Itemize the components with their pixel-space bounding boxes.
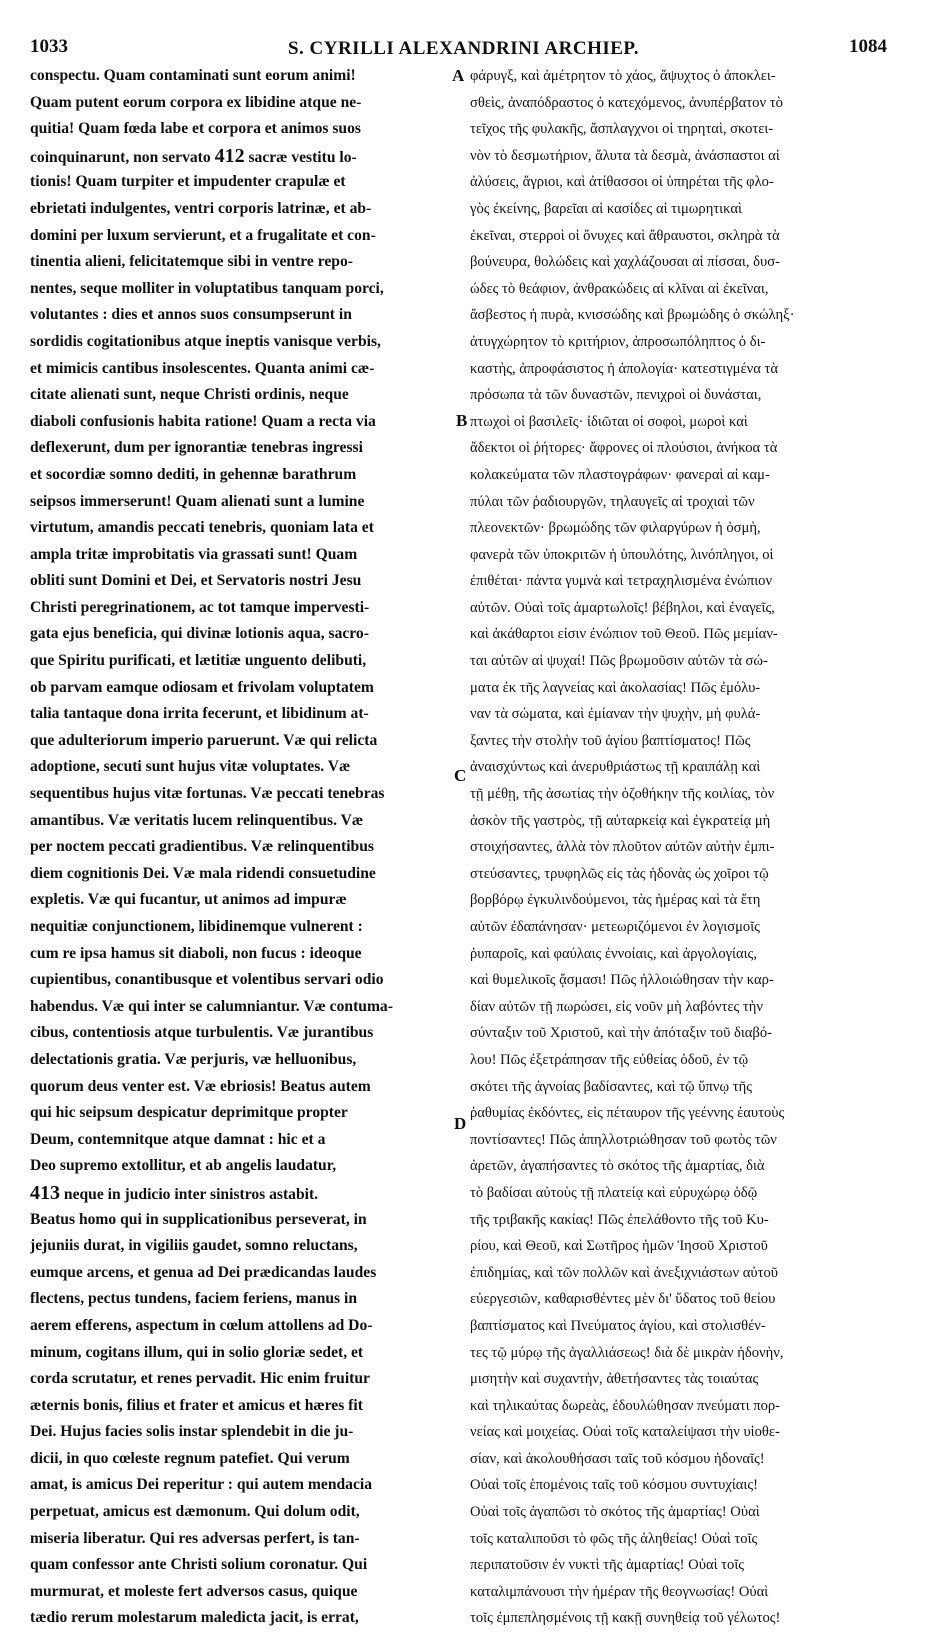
latin-text-line: jejuniis durat, in vigiliis gaudet, somno reluctans, — [30, 1237, 358, 1255]
greek-text-line: καστὴς, ἀπροφάσιστος ἡ ἀπολογία· κατεστιγμένα τὰ — [470, 360, 779, 377]
margin-letter-d: D — [454, 1114, 467, 1133]
greek-text-line: ἄδεκτοι οἱ ῥήτορες· ἄφρονες οἱ πλούσιοι, ἀνήκοα τὰ — [470, 440, 778, 457]
latin-text-line: Quam putent eorum corpora ex libidine atque ne- — [30, 93, 362, 111]
latin-text-line: perpetuat, amicus est dæmonum. Qui dolum odit, — [30, 1503, 360, 1521]
greek-text-line: καὶ τηλικαύτας δωρεὰς, ἐδουλώθησαν πνεύματι πορ- — [470, 1397, 781, 1414]
latin-text-line: cum re ipsa hamus sit diaboli, non fucus : ideoque — [30, 944, 362, 962]
greek-text-line: Οὐαὶ τοῖς ἑπομένοις ταῖς τοῦ κόσμου συντυχίαις! — [470, 1477, 758, 1494]
latin-text-line: nequitiæ conjunctionem, libidinemque vulnerent : — [30, 918, 363, 935]
greek-text-line: Οὐαὶ τοῖς ἀγαπῶσι τὸ σκότος τῆς ἁμαρτίας! Οὐαὶ — [470, 1504, 760, 1521]
latin-text-line: tinentia alieni, felicitatemque sibi in ventre repo- — [30, 253, 353, 271]
latin-text-line: ampla tritæ improbitatis via grassati sunt! Quam — [30, 545, 358, 563]
greek-text-line: ρίου, καὶ Θεοῦ, καὶ Σωτῆρος ἡμῶν Ἰησοῦ Χριστοῦ — [470, 1238, 768, 1255]
greek-text-line: ἀσκὸν τῆς γαστρὸς, τῇ αὐταρκείᾳ καὶ ἐγκρατείᾳ μὴ — [470, 812, 771, 829]
latin-column — [30, 63, 450, 1632]
latin-text-line: expletis. Væ qui fucantur, ut animos ad impuræ — [30, 891, 347, 909]
latin-text-line: seipsos immerserunt! Quam alienati sunt a lumine — [30, 492, 365, 510]
margin-letter-a: A — [452, 66, 465, 85]
greek-text-line: ἀλύσεις, ἄγριοι, καὶ ἀτίθασσοι οἱ ὑπηρέται τῆς φλο- — [470, 174, 774, 191]
greek-text-line: ῥαθυμίας ἐκδόντες, εἰς πέταυρον τῆς γεέννης ἑαυτοὺς — [470, 1105, 785, 1122]
section-number: 412 — [214, 144, 245, 167]
latin-text-line: aerem efferens, aspectum in cœlum attollens ad Do- — [30, 1316, 373, 1334]
latin-text-line: adoptione, secuti sunt hujus vitæ voluptates. Væ — [30, 758, 351, 776]
latin-text-line: miseria liberatur. Qui res adversas perfert, is tan- — [30, 1529, 360, 1547]
greek-text-line: ἀρετῶν, ἀγαπήσαντες τὸ σκότος τῆς ἁμαρτίας, διὰ — [470, 1158, 765, 1175]
greek-text-line: καὶ ἀκάθαρτοι εἰσιν ἐνώπιον τοῦ Θεοῦ. Πῶς μεμίαν- — [470, 626, 778, 643]
latin-text-line: Dei. Hujus facies solis instar splendebit in die ju- — [30, 1423, 354, 1441]
latin-text-line: eumque arcens, et genua ad Dei prædicandas laudes — [30, 1263, 377, 1281]
latin-text-line: flectens, pectus tundens, faciem feriens, manus in — [30, 1290, 358, 1308]
latin-text-line: tædio rerum molestarum maledicta jacit, is errat, — [30, 1609, 359, 1627]
greek-text-line: βαπτίσματος καὶ Πνεύματος ἁγίου, καὶ στολισθέν- — [470, 1317, 766, 1334]
latin-text-line: dicii, in quo cœleste regnum patefiet. Qui verum — [30, 1449, 350, 1467]
latin-text-line: corda scrutatur, et renes pervadit. Hic enim fruitur — [30, 1370, 370, 1388]
latin-text-line: minum, cogitans illum, qui in solio gloriæ sedet, et — [30, 1343, 364, 1361]
latin-text-line: coinquinarunt, non servato 412 sacræ vestitu lo- — [30, 144, 357, 167]
latin-text-line: ob parvam eamque odiosam et frivolam voluptatem — [30, 678, 374, 696]
greek-text-line: ἐπιδημίας, καὶ τῶν πολλῶν καὶ ἀνεξιχνιάστων αὐτοῦ — [470, 1264, 778, 1281]
greek-text-line: νείας καὶ μοιχείας. Οὐαὶ τοῖς καταλείψασι τὴν υἱοθε- — [470, 1424, 780, 1441]
greek-text-line: νὸν τὸ δεσμωτήριον, ἄλυτα τὰ δεσμὰ, ἀνάσπαστοι αἱ — [470, 147, 780, 164]
greek-text-line: ἀτυγχώρητον τὸ κριτήριον, ἀπροσωπόληπτος ὁ δι- — [470, 333, 766, 350]
latin-text-line: habendus. Væ qui inter se calumniantur. Væ contuma- — [30, 997, 393, 1015]
latin-text-line: volutantes : dies et annos suos consumpserunt in — [30, 306, 352, 324]
greek-text-line: σθεὶς, ἀναπόδραστος ὁ κατεχόμενος, ἀνυπέρβατον τὸ — [470, 94, 783, 111]
greek-text-line: λου! Πῶς ἐξετράπησαν τῆς εὐθείας ὁδοῦ, ἐν τῷ — [470, 1051, 749, 1068]
greek-text-line: σίαν, καὶ ἀκολουθήσασι ταῖς τοῦ κόσμου ἡδοναῖς! — [470, 1450, 765, 1467]
greek-text-line: καταλιμπάνουσι τὴν ἡμέραν τῆς θεογνωσίας! Οὐαὶ — [470, 1583, 769, 1600]
latin-text-line: nentes, seque molliter in voluptatibus tanquam porci, — [30, 279, 384, 297]
left-page-number: 1033 — [30, 36, 68, 57]
latin-text-line: ebrietati indulgentes, ventri corporis latrinæ, et ab- — [30, 199, 372, 217]
margin-letter-c: C — [454, 766, 467, 785]
greek-text-line: πύλαι τῶν ῥαδιουργῶν, τηλαυγεῖς αἱ τροχιαὶ τῶν — [470, 493, 755, 510]
greek-text-line: τες τῷ μύρῳ τῆς ἀγαλλιάσεως! διὰ δὲ μικρὰν ἡδονὴν, — [470, 1344, 784, 1361]
latin-text-line: quam confessor ante Christi solium coronatur. Qui — [30, 1556, 368, 1574]
greek-text-line: τοῖς καταλιποῦσι τὸ φῶς τῆς ἀληθείας! Οὐαὶ τοῖς — [470, 1530, 758, 1547]
latin-text-line: æternis bonis, filius et frater et amicus et hæres fit — [30, 1396, 363, 1414]
latin-text-line: domini per luxum servierunt, et a frugalitate et con- — [30, 226, 376, 244]
latin-text-line: conspectu. Quam contaminati sunt eorum animi! — [30, 67, 356, 84]
right-page-number: 1084 — [849, 36, 887, 57]
greek-text-line: αὐτῶν ἐδαπάνησαν· μετεωριζόμενοι ἐν λογισμοῖς — [470, 919, 760, 935]
greek-text-line: καὶ θυμελικοῖς ᾄσμασι! Πῶς ἠλλοιώθησαν τὴν καρ- — [470, 972, 774, 989]
greek-text-line: βούνευρα, θολώδεις καὶ χαχλάζουσαι αἱ πίσσαι, δυσ- — [470, 254, 780, 271]
latin-text-line: sequentibus hujus vitæ fortunas. Væ peccati tenebras — [30, 785, 385, 803]
greek-text-line: γὸς ἐκείνης, βαρεῖαι αἱ κασίδες αἱ τιμωρητικαὶ — [470, 200, 742, 217]
latin-text-line: Deum, contemnitque atque damnat : hic et a — [30, 1130, 326, 1148]
margin-letter-b: B — [456, 411, 468, 430]
latin-text-line: quitia! Quam fœda labe et corpora et animos suos — [30, 120, 361, 138]
latin-text-line: virtutum, amandis peccati tenebris, quoniam lata et — [30, 519, 374, 537]
greek-text-line: σύνταξιν τοῦ Χριστοῦ, καὶ τὴν ἀπόταξιν τοῦ διαβό- — [470, 1025, 772, 1042]
latin-text-line: citate alienati sunt, neque Christi ordinis, neque — [30, 386, 349, 404]
greek-text-line: ται αὐτῶν αἱ ψυχαί! Πῶς βρωμοῦσιν αὐτῶν τὰ σώ- — [470, 653, 768, 670]
latin-text-line: tionis! Quam turpiter et impudenter crapulæ et — [30, 173, 346, 191]
greek-text-line: ἄσβεστος ἡ πυρὰ, κνισσώδης καὶ βρωμώδης ὁ σκώληξ· — [470, 307, 795, 324]
greek-text-line: πτωχοὶ οἱ βασιλεῖς· ἰδιῶται οἱ σοφοὶ, μωροὶ καὶ — [470, 413, 748, 430]
greek-text-line: ναν τὰ σώματα, καὶ ἐμίαναν τὴν ψυχὴν, μὴ φυλά- — [470, 706, 761, 723]
greek-text-line: εὐεργεσιῶν, καθαρισθέντες μὲν δι' ὕδατος τοῦ θείου — [470, 1291, 776, 1308]
greek-text-line: ποντίσαντες! Πῶς ἀπηλλοτριώθησαν τοῦ φωτὸς τῶν — [470, 1131, 777, 1148]
latin-text-line: cupientibus, conantibusque et volentibus servari odio — [30, 971, 384, 989]
latin-text-line: diem cognitionis Dei. Væ mala ridendi consuetudine — [30, 864, 376, 882]
latin-text-line: sordidis cogitationibus atque ineptis vanisque verbis, — [30, 332, 381, 350]
greek-text-line: στεύσαντες, τρυφηλῶς εἰς τὰς ἡδονὰς ὡς χοῖροι τῷ — [470, 865, 769, 882]
latin-text-line: murmurat, et moleste fert adversos casus, quique — [30, 1582, 358, 1600]
latin-text-line: quorum deus venter est. Væ ebriosis! Beatus autem — [30, 1077, 371, 1095]
latin-text-line: et socordiæ somno dediti, in gehennæ barathrum — [30, 465, 357, 483]
latin-text-line: qui hic seipsum despicatur deprimitque propter — [30, 1104, 348, 1122]
greek-text-line: κολακεύματα τῶν πλαστογράφων· φανεραὶ αἱ καμ- — [470, 466, 770, 483]
greek-text-line: τοῖς ἐμπεπλησμένοις τῇ κακῇ συνηθείᾳ τοῦ γέλωτος! — [470, 1610, 781, 1627]
greek-text-line: στοιχήσαντες, ἀλλὰ τὸν πλοῦτον αὐτῶν αὐτὴν ἐμπι- — [470, 839, 775, 856]
greek-text-line: ξαντες τὴν στολὴν τοῦ ἁγίου βαπτίσματος! Πῶς — [470, 732, 751, 749]
greek-text-line: ἐκεῖναι, στερροὶ οἱ ὄνυχες καὶ ἄθραυστοι, σκληρὰ τὰ — [470, 227, 780, 244]
greek-text-line: τὸ βαδίσαι αὐτοὺς τῇ πλατείᾳ καὶ εὐρυχώρῳ ὁδῷ — [470, 1184, 758, 1201]
latin-text-line: obliti sunt Domini et Dei, et Servatoris nostri Jesu — [30, 572, 362, 590]
latin-text-line: cibus, contentiosis atque turbulentis. Væ jurantibus — [30, 1024, 374, 1042]
latin-text-line: talia tantaque dona irrita fecerunt, et libidinum at- — [30, 705, 369, 723]
latin-text-line: que adulteriorum imperio paruerunt. Væ qui relicta — [30, 731, 378, 749]
latin-text-line: deflexerunt, dum per ignorantiæ tenebras ingressi — [30, 439, 363, 457]
greek-text-line: ἀναισχύντως καὶ ἀνερυθριάστως τῇ κραιπάλῃ καὶ — [470, 759, 761, 776]
greek-text-line: φάρυγξ, καὶ ἀμέτρητον τὸ χάος, ἄψυχτος ὁ ἀποκλει- — [470, 68, 776, 84]
greek-text-line: πλεονεκτῶν· βρωμώδης τῶν φιλαργύρων ἡ ὀσμὴ, — [470, 520, 761, 537]
greek-text-line: τῇ μέθῃ, τῆς ἀσωτίας τὴν ὀζοθήκην τῆς κοιλίας, τὸν — [470, 786, 775, 803]
greek-text-line: μισητὴν καὶ συχαντὴν, ἀθετήσαντες τὰς τοιαύτας — [470, 1371, 759, 1388]
latin-text-line: 413 neque in judicio inter sinistros astabit. — [30, 1181, 319, 1204]
greek-text-line: βορβόρῳ ἐγκυλινδούμενοι, τὰς ἡμέρας καὶ τὰ ἔτη — [470, 892, 761, 909]
greek-text-line: ἐπιθέται· πάντα γυμνὰ καὶ τετραχηλισμένα ἐνώπιον — [470, 573, 773, 590]
latin-text-line: et mimicis cantibus insolescentes. Quanta animi cæ- — [30, 359, 375, 377]
latin-text-line: Beatus homo qui in supplicationibus perseverat, in — [30, 1210, 367, 1228]
running-title: S. CYRILLI ALEXANDRINI ARCHIEP. — [287, 38, 640, 59]
latin-text-line: que Spiritu purificati, et lætitiæ unguento delibuti, — [30, 652, 367, 670]
greek-text-line: τῆς τριβακῆς κακίας! Πῶς ἐπελάθοντο τῆς τοῦ Κυ- — [470, 1211, 769, 1228]
latin-text-line: Christi peregrinationem, ac tot tamque impervesti- — [30, 598, 370, 616]
latin-text-line: delectationis gratia. Væ perjuris, væ helluonibus, — [30, 1050, 357, 1068]
greek-text-line: ῥυπαροῖς, καὶ φαύλαις ἐννοίαις, καὶ ἀργολογίαις, — [470, 945, 757, 962]
greek-text-line: φανερὰ τῶν ὑποκριτῶν ἡ ὑπουλότης, λινόπληγοι, οἱ — [470, 546, 774, 563]
latin-text-line: Deo supremo extollitur, et ab angelis laudatur, — [30, 1157, 337, 1175]
latin-text-line: per noctem peccati gradientibus. Væ relinquentibus — [30, 838, 374, 856]
greek-text-line: δίαν αὐτῶν τῇ πωρώσει, εἰς νοῦν μὴ λαβόντες τὴν — [470, 998, 764, 1015]
greek-text-line: αὐτῶν. Οὐαὶ τοῖς ἁμαρτωλοῖς! βέβηλοι, καὶ ἐναγεῖς, — [470, 599, 775, 616]
greek-text-line: ώδες τὸ θεάφιον, ἀνθρακώδεις αἱ κλῖναι αἱ ἐκεῖναι, — [470, 280, 769, 297]
latin-text-line: diaboli confusionis habita ratione! Quam a recta via — [30, 412, 376, 430]
greek-text-line: ματα ἐκ τῆς λαγνείας καὶ ἀκολασίας! Πῶς ἐμόλυ- — [470, 679, 761, 696]
greek-text-line: περιπατοῦσιν ἐν νυκτὶ τῆς ἁμαρτίας! Οὐαὶ τοῖς — [470, 1557, 745, 1574]
section-number: 413 — [30, 1181, 60, 1204]
greek-column — [470, 63, 900, 1632]
greek-text-line: τεῖχος τῆς φυλακῆς, ἄσπλαγχνοι οἱ τηρηταὶ, σκοτει- — [470, 121, 774, 138]
greek-text-line: πρόσωπα τὰ τῶν δυναστῶν, πενιχροὶ οἱ δυνάσται, — [470, 387, 762, 404]
latin-text-line: amantibus. Væ veritatis lucem relinquentibus. Væ — [30, 811, 364, 829]
latin-text-line: gata ejus beneficia, qui divinæ lotionis aqua, sacro- — [30, 625, 369, 643]
latin-text-line: amat, is amicus Dei reperitur : qui autem mendacia — [30, 1476, 373, 1494]
greek-text-line: σκότει τῆς ἀγνοίας βαδίσαντες, καὶ τῷ ὕπνῳ τῆς — [470, 1078, 753, 1095]
